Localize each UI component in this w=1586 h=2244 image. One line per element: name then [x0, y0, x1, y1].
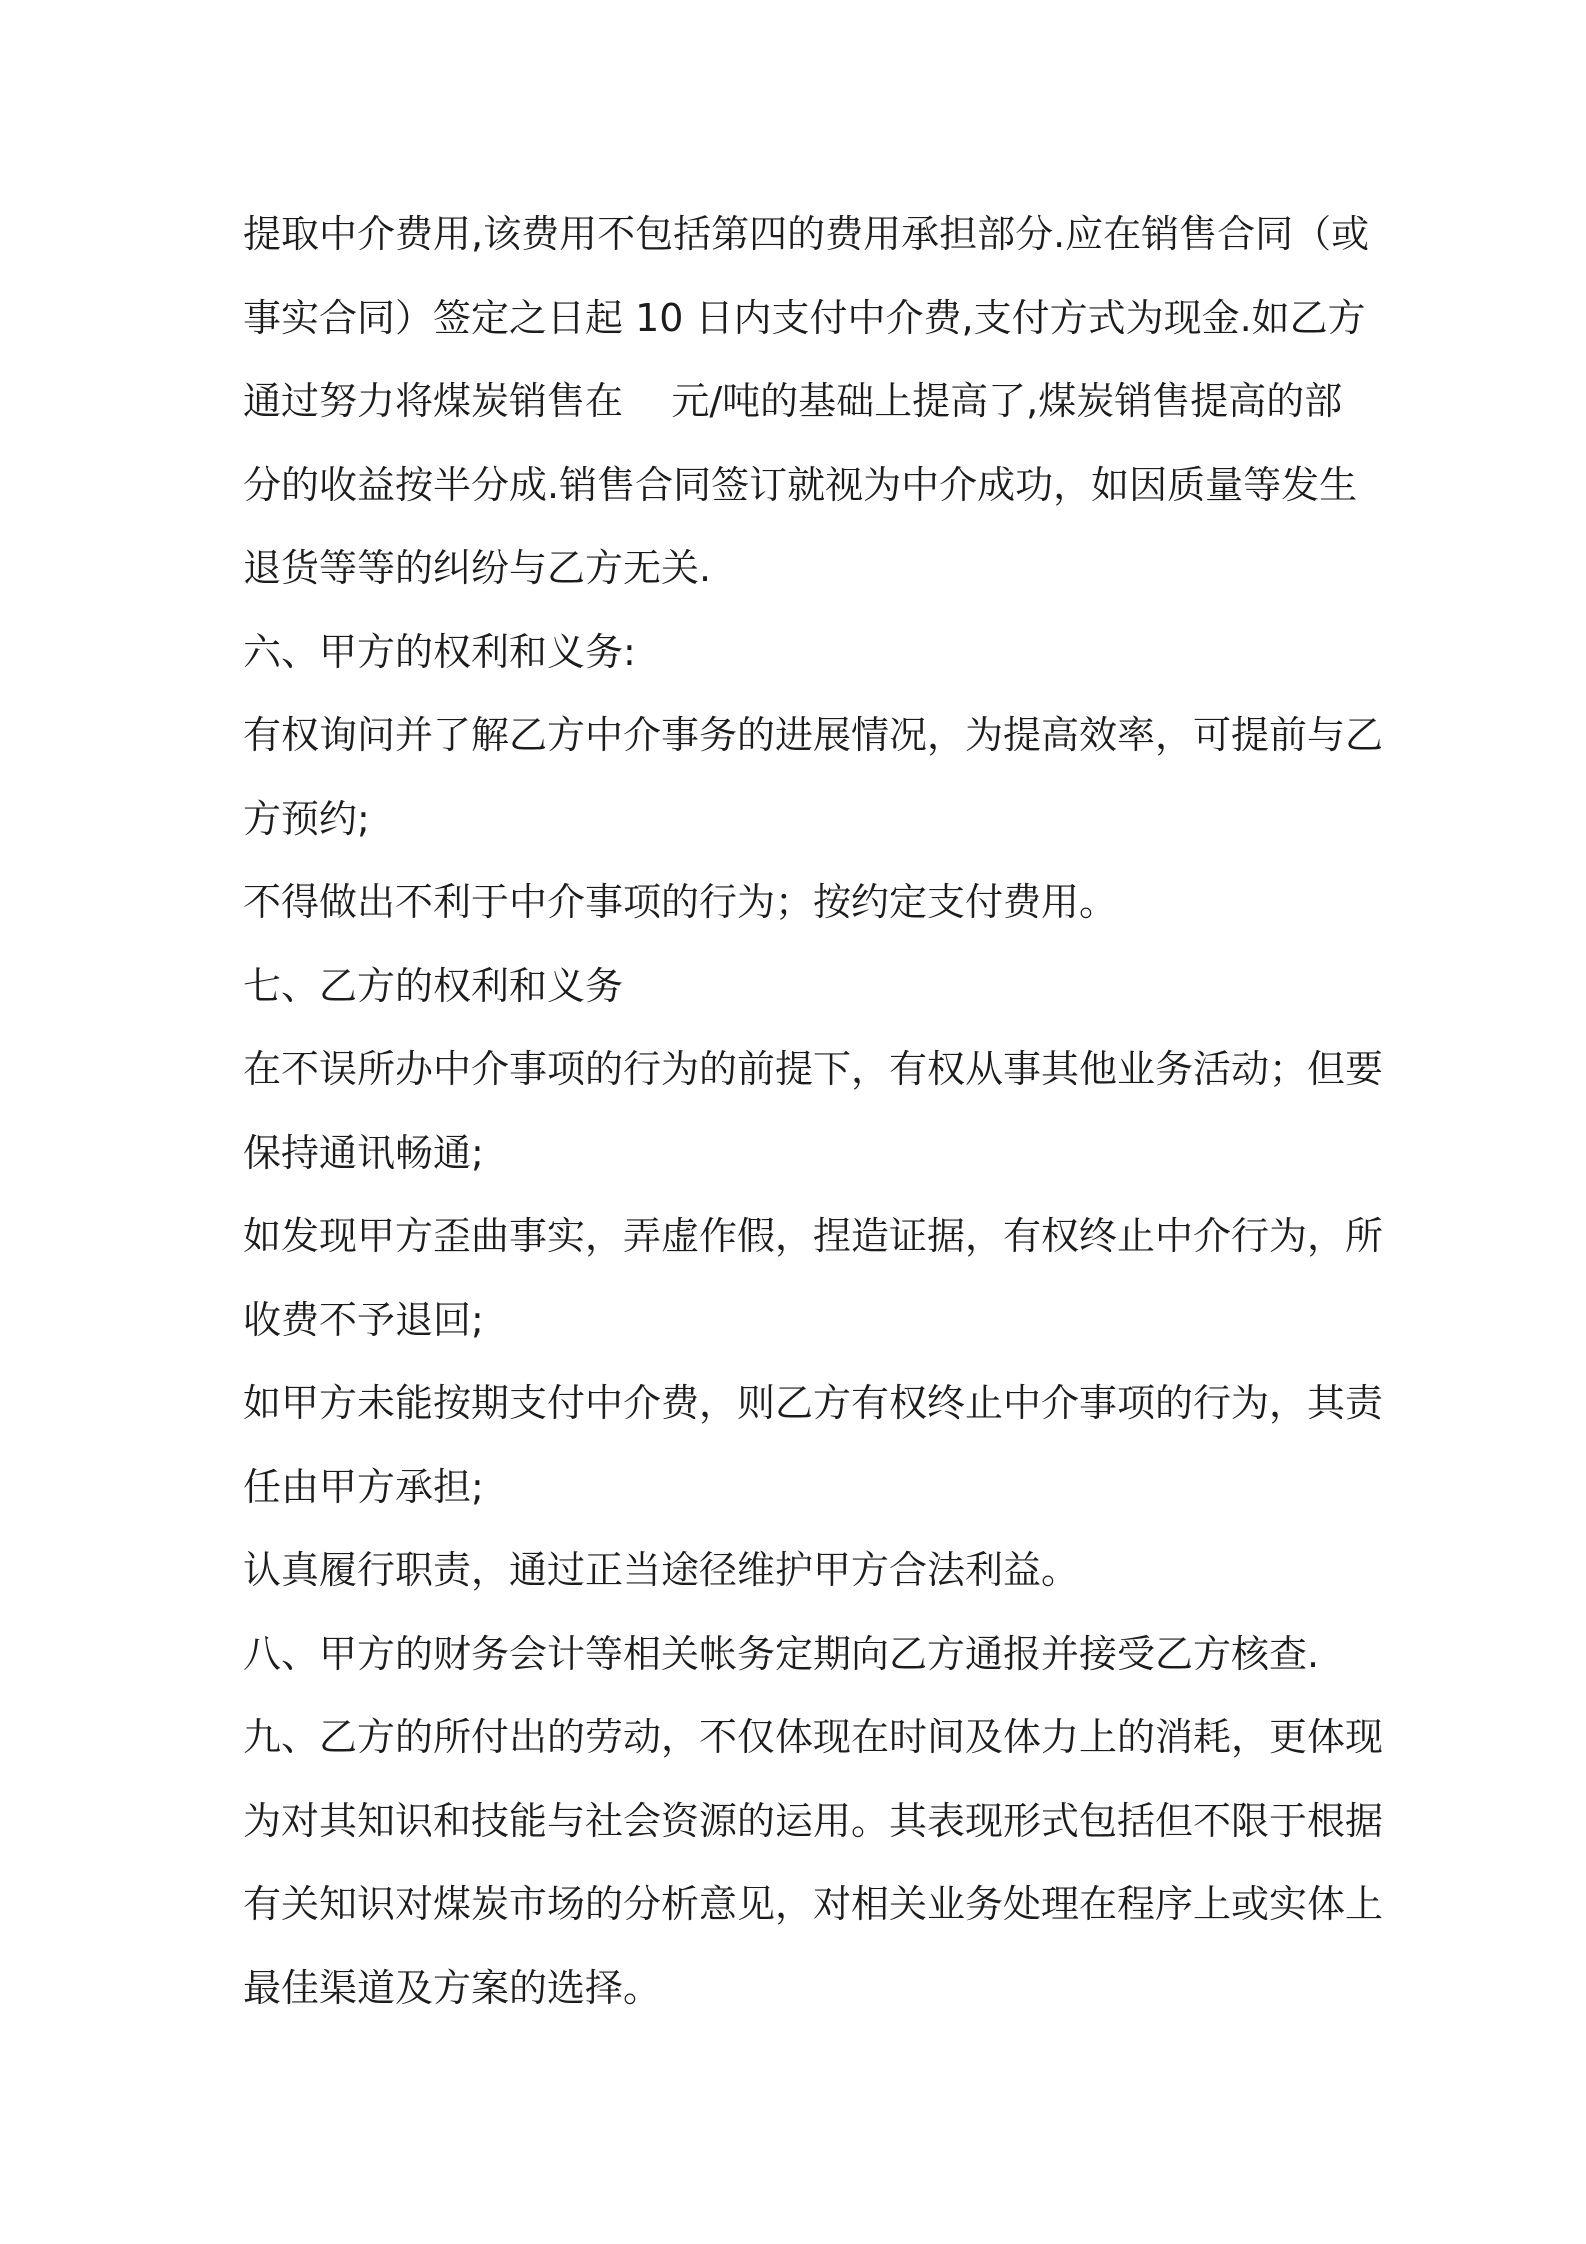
text-line: 保持通讯畅通;	[243, 1130, 484, 1175]
text-line: 有关知识对煤炭市场的分析意见，对相关业务处理在程序上或实体上	[243, 1882, 1384, 1926]
text-line: 有权询问并了解乙方中介事务的进展情况，为提高效率，可提前与乙	[243, 713, 1384, 757]
text-line: 任由甲方承担;	[243, 1464, 484, 1509]
text-line: 在不误所办中介事项的行为的前提下，有权从事其他业务活动；但要	[243, 1047, 1384, 1091]
text-line: 通过努力将煤炭销售在 元/吨的基础上提高了,煤炭销售提高的部	[243, 379, 1343, 423]
text-line: 退货等等的纠纷与乙方无关.	[243, 546, 712, 590]
text-line: 不得做出不利于中介事项的行为；按约定支付费用。	[243, 880, 1118, 924]
text-line: 认真履行职责，通过正当途径维护甲方合法利益。	[243, 1548, 1080, 1592]
text-line: 提取中介费用,该费用不包括第四的费用承担部分.应在销售合同（或	[243, 212, 1370, 256]
text-line: 分的收益按半分成.销售合同签订就视为中介成功，如因质量等发生	[243, 462, 1358, 507]
text-line: 如发现甲方歪曲事实，弄虚作假，捏造证据，有权终止中介行为，所	[243, 1214, 1384, 1258]
text-line: 如甲方未能按期支付中介费，则乙方有权终止中介事项的行为，其责	[243, 1381, 1384, 1425]
text-line: 事实合同）签定之日起 10 日内支付中介费,支付方式为现金.如乙方	[243, 295, 1366, 340]
section-heading: 八、甲方的财务会计等相关帐务定期向乙方通报并接受乙方核查.	[243, 1631, 1320, 1676]
section-heading: 九、乙方的所付出的劳动，不仅体现在时间及体力上的消耗，更体现	[243, 1715, 1384, 1759]
text-line: 为对其知识和技能与社会资源的运用。其表现形式包括但不限于根据	[243, 1798, 1384, 1843]
text-line: 方预约;	[243, 796, 370, 841]
text-line: 收费不予退回;	[243, 1297, 484, 1342]
document-body	[243, 193, 1384, 2030]
section-heading: 六、甲方的权利和义务:	[243, 629, 636, 674]
section-heading: 七、乙方的权利和义务	[243, 963, 624, 1008]
text-line: 最佳渠道及方案的选择。	[243, 1965, 662, 2010]
